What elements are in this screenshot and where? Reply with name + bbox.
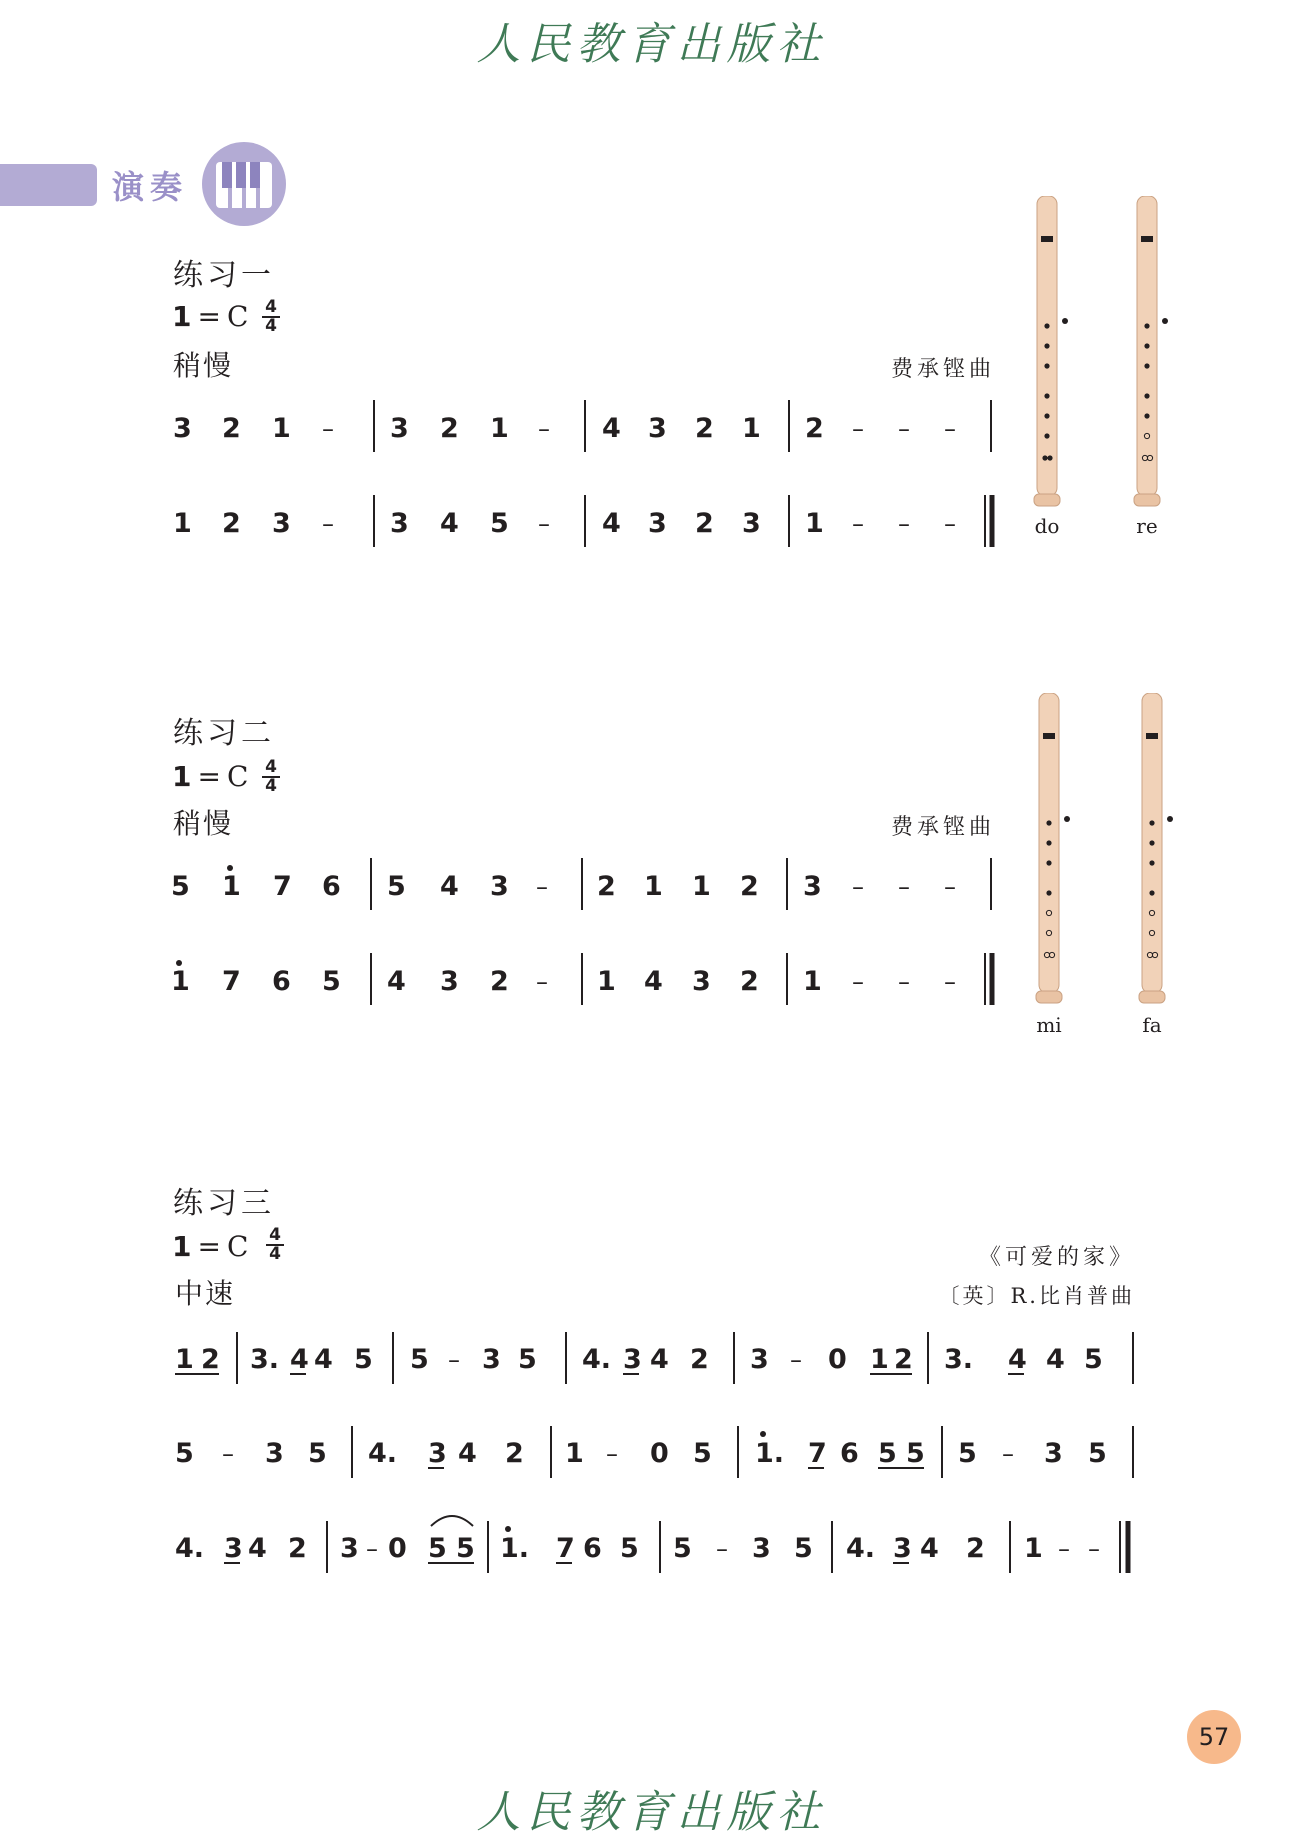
svg-text:2: 2: [894, 1344, 913, 1375]
key-equals: =: [197, 300, 221, 333]
svg-text:1: 1: [490, 413, 509, 444]
svg-text:2: 2: [966, 1533, 985, 1564]
svg-text:–: –: [898, 873, 910, 901]
svg-text:3: 3: [803, 871, 822, 902]
svg-text:3: 3: [440, 966, 459, 997]
svg-text:4.: 4.: [846, 1533, 876, 1564]
exercise-3-notation: [175, 1332, 1133, 1573]
svg-text:3: 3: [752, 1533, 771, 1564]
svg-text:5: 5: [958, 1438, 977, 1469]
exercise-2-tempo: 稍慢: [173, 807, 234, 840]
svg-text:5: 5: [456, 1533, 475, 1564]
svg-text:1: 1: [175, 1344, 194, 1375]
svg-text:3: 3: [482, 1344, 501, 1375]
svg-text:–: –: [852, 415, 864, 443]
publisher-header: 人民教育出版社: [476, 19, 827, 70]
recorder-label-do: do: [1034, 514, 1060, 538]
svg-text:–: –: [322, 415, 334, 443]
svg-text:1: 1: [870, 1344, 889, 1375]
key-number: 1: [172, 300, 192, 333]
svg-text:1: 1: [222, 871, 241, 902]
svg-text:2: 2: [440, 413, 459, 444]
recorder-fa-icon: [1136, 693, 1168, 1005]
recorder-re-icon: [1131, 196, 1163, 508]
svg-text:5: 5: [490, 508, 509, 539]
svg-text:–: –: [898, 415, 910, 443]
svg-text:5: 5: [518, 1344, 537, 1375]
svg-text:–: –: [536, 968, 548, 996]
svg-text:3: 3: [265, 1438, 284, 1469]
thumb-hole-dot: [1162, 318, 1168, 324]
key-number: 1: [172, 1230, 192, 1263]
svg-text:3: 3: [390, 508, 409, 539]
exercise-3-composer: 〔英〕R.比肖普曲: [938, 1284, 1135, 1308]
svg-text:0: 0: [828, 1344, 847, 1375]
svg-text:5: 5: [308, 1438, 327, 1469]
svg-text:3: 3: [272, 508, 291, 539]
svg-text:5: 5: [171, 871, 190, 902]
svg-text:–: –: [790, 1346, 802, 1374]
svg-text:2: 2: [222, 508, 241, 539]
svg-text:–: –: [944, 510, 956, 538]
svg-text:–: –: [222, 1440, 234, 1468]
key-equals: =: [197, 760, 221, 793]
meter-bottom: 4: [265, 316, 277, 336]
svg-text:5: 5: [906, 1438, 925, 1469]
svg-text:4.: 4.: [368, 1438, 398, 1469]
thumb-hole-dot: [1062, 318, 1068, 324]
svg-text:2: 2: [690, 1344, 709, 1375]
svg-text:2: 2: [201, 1344, 220, 1375]
svg-text:3: 3: [224, 1533, 243, 1564]
svg-text:2: 2: [695, 413, 714, 444]
svg-text:–: –: [322, 510, 334, 538]
svg-text:–: –: [1002, 1440, 1014, 1468]
svg-text:1: 1: [805, 508, 824, 539]
svg-text:1: 1: [173, 508, 192, 539]
recorder-do-icon: [1031, 196, 1063, 508]
svg-text:5: 5: [620, 1533, 639, 1564]
publisher-footer: 人民教育出版社: [476, 1787, 827, 1838]
svg-text:1: 1: [742, 413, 761, 444]
svg-text:–: –: [944, 415, 956, 443]
svg-text:2: 2: [505, 1438, 524, 1469]
svg-text:–: –: [852, 968, 864, 996]
exercise-2-title: 练习二: [173, 716, 275, 751]
svg-text:4: 4: [290, 1344, 309, 1375]
svg-text:–: –: [538, 510, 550, 538]
exercise-1-title: 练习一: [173, 258, 275, 293]
svg-text:3: 3: [648, 508, 667, 539]
svg-text:–: –: [852, 873, 864, 901]
svg-text:6: 6: [583, 1533, 602, 1564]
svg-text:1: 1: [565, 1438, 584, 1469]
svg-text:2: 2: [695, 508, 714, 539]
svg-text:–: –: [448, 1346, 460, 1374]
svg-text:3: 3: [340, 1533, 359, 1564]
meter-top: 4: [265, 297, 277, 317]
svg-text:5: 5: [878, 1438, 897, 1469]
svg-text:4: 4: [248, 1533, 267, 1564]
svg-text:3: 3: [893, 1533, 912, 1564]
svg-text:–: –: [898, 968, 910, 996]
svg-text:1.: 1.: [755, 1438, 785, 1469]
recorder-label-mi: mi: [1036, 1013, 1062, 1037]
svg-text:5: 5: [354, 1344, 373, 1375]
svg-text:–: –: [538, 415, 550, 443]
svg-text:5: 5: [1088, 1438, 1107, 1469]
recorder-label-re: re: [1136, 514, 1158, 538]
exercise-1-tempo: 稍慢: [173, 349, 234, 382]
meter-bottom: 4: [265, 776, 277, 796]
svg-text:1: 1: [597, 966, 616, 997]
svg-text:3: 3: [490, 871, 509, 902]
svg-text:–: –: [1088, 1535, 1100, 1563]
meter-bottom: 4: [269, 1244, 281, 1264]
svg-text:7: 7: [556, 1533, 575, 1564]
svg-text:3: 3: [390, 413, 409, 444]
svg-text:1.: 1.: [500, 1533, 530, 1564]
svg-text:–: –: [366, 1535, 378, 1563]
svg-text:7: 7: [808, 1438, 827, 1469]
svg-text:–: –: [536, 873, 548, 901]
svg-text:5: 5: [794, 1533, 813, 1564]
svg-text:5: 5: [673, 1533, 692, 1564]
svg-text:2: 2: [222, 413, 241, 444]
svg-text:3: 3: [648, 413, 667, 444]
svg-text:–: –: [716, 1535, 728, 1563]
svg-text:4: 4: [1008, 1344, 1027, 1375]
svg-text:4: 4: [602, 413, 621, 444]
svg-text:3: 3: [1044, 1438, 1063, 1469]
section-label: 演奏: [112, 168, 189, 206]
svg-text:5: 5: [387, 871, 406, 902]
svg-text:4.: 4.: [175, 1533, 205, 1564]
svg-text:1: 1: [803, 966, 822, 997]
svg-text:–: –: [1058, 1535, 1070, 1563]
svg-text:–: –: [944, 968, 956, 996]
exercise-3-title: 练习三: [173, 1186, 275, 1221]
exercise-2-notation: [171, 858, 992, 1005]
svg-text:1: 1: [171, 966, 190, 997]
svg-text:2: 2: [740, 966, 759, 997]
svg-text:4: 4: [1046, 1344, 1065, 1375]
svg-text:3: 3: [428, 1438, 447, 1469]
svg-text:0: 0: [650, 1438, 669, 1469]
svg-text:6: 6: [840, 1438, 859, 1469]
svg-text:5: 5: [693, 1438, 712, 1469]
meter-top: 4: [269, 1225, 281, 1245]
svg-text:3: 3: [742, 508, 761, 539]
svg-text:4: 4: [650, 1344, 669, 1375]
svg-text:2: 2: [288, 1533, 307, 1564]
svg-text:–: –: [944, 873, 956, 901]
svg-text:3.: 3.: [250, 1344, 280, 1375]
key-note: C: [226, 760, 249, 793]
svg-text:3: 3: [173, 413, 192, 444]
svg-text:1: 1: [644, 871, 663, 902]
svg-text:3.: 3.: [944, 1344, 974, 1375]
recorder-mi-icon: [1033, 693, 1065, 1005]
svg-text:2: 2: [740, 871, 759, 902]
svg-text:3: 3: [623, 1344, 642, 1375]
svg-text:6: 6: [272, 966, 291, 997]
exercise-1-notation: [173, 400, 992, 547]
recorder-label-fa: fa: [1142, 1013, 1162, 1037]
svg-text:4: 4: [644, 966, 663, 997]
svg-text:2: 2: [490, 966, 509, 997]
svg-text:4: 4: [440, 871, 459, 902]
page-number: 57: [1187, 1710, 1241, 1764]
svg-text:4: 4: [314, 1344, 333, 1375]
svg-text:3: 3: [692, 966, 711, 997]
svg-text:4: 4: [387, 966, 406, 997]
exercise-2-composer: 费承铿曲: [890, 815, 995, 840]
svg-text:7: 7: [222, 966, 241, 997]
key-note: C: [226, 1230, 249, 1263]
svg-text:7: 7: [273, 871, 292, 902]
svg-text:–: –: [898, 510, 910, 538]
exercise-1-composer: 费承铿曲: [890, 357, 995, 382]
svg-text:5: 5: [410, 1344, 429, 1375]
svg-text:5: 5: [175, 1438, 194, 1469]
svg-text:4.: 4.: [582, 1344, 612, 1375]
svg-text:6: 6: [322, 871, 341, 902]
svg-text:5: 5: [322, 966, 341, 997]
svg-text:4: 4: [458, 1438, 477, 1469]
meter-top: 4: [265, 757, 277, 777]
svg-text:1: 1: [272, 413, 291, 444]
svg-text:4: 4: [920, 1533, 939, 1564]
svg-text:1: 1: [692, 871, 711, 902]
svg-text:4: 4: [440, 508, 459, 539]
key-number: 1: [172, 760, 192, 793]
svg-text:3: 3: [750, 1344, 769, 1375]
thumb-hole-dot: [1064, 816, 1070, 822]
svg-text:–: –: [852, 510, 864, 538]
key-note: C: [226, 300, 249, 333]
key-equals: =: [197, 1230, 221, 1263]
svg-text:1: 1: [1024, 1533, 1043, 1564]
thumb-hole-dot: [1167, 816, 1173, 822]
svg-text:5: 5: [428, 1533, 447, 1564]
svg-text:2: 2: [805, 413, 824, 444]
svg-text:5: 5: [1084, 1344, 1103, 1375]
exercise-3-tempo: 中速: [175, 1277, 236, 1310]
exercise-3-song-title: 《可爱的家》: [978, 1245, 1135, 1270]
svg-text:0: 0: [388, 1533, 407, 1564]
svg-text:–: –: [606, 1440, 618, 1468]
svg-text:4: 4: [602, 508, 621, 539]
svg-text:2: 2: [597, 871, 616, 902]
